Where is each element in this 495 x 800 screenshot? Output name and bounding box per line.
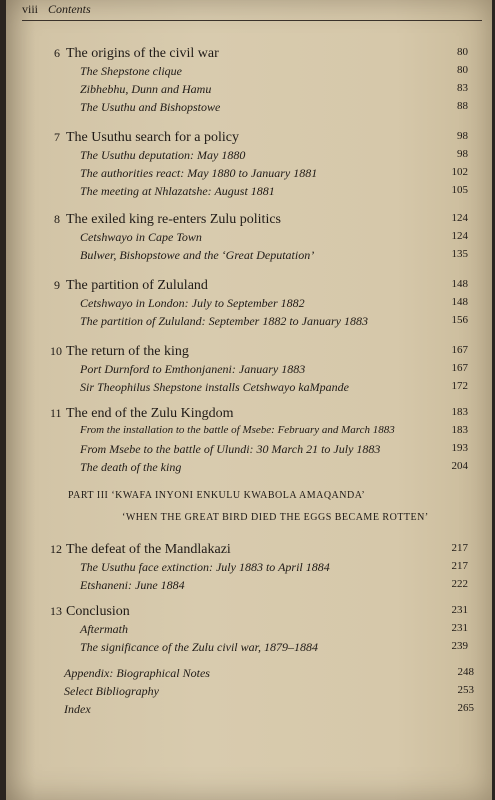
- section-title: Aftermath: [80, 622, 128, 636]
- part-translation: ‘WHEN THE GREAT BIRD DIED THE EGGS BECAME ROTTEN’: [122, 512, 429, 523]
- section-row: [66, 362, 468, 380]
- chapter-number: 7: [54, 130, 60, 144]
- page-number: 222: [451, 578, 468, 590]
- section-row: [66, 578, 468, 596]
- page-number: 217: [451, 560, 468, 572]
- page-number: 80: [457, 64, 468, 76]
- section-row: [66, 460, 468, 478]
- page-number: 98: [457, 130, 468, 142]
- chapter-title-row: [54, 46, 468, 64]
- chapter-title-row: [50, 604, 468, 622]
- section-title: The authorities react: May 1880 to January 1881: [80, 166, 318, 180]
- chapter-title-row: [50, 542, 468, 560]
- section-row: [66, 296, 468, 314]
- section-row: [66, 560, 468, 578]
- section-row: [66, 640, 468, 658]
- section-title: The Shepstone clique: [80, 64, 182, 78]
- page-number: 148: [451, 296, 468, 308]
- back-matter-row: [64, 684, 474, 702]
- book-page: [6, 0, 492, 800]
- chapter-9: [54, 278, 468, 332]
- section-title: The significance of the Zulu civil war, 1879–1884: [80, 640, 318, 654]
- chapter-title: The end of the Zulu Kingdom: [66, 406, 234, 421]
- section-title: Bulwer, Bishopstowe and the ‘Great Deputation’: [80, 248, 315, 262]
- page-number: 124: [451, 212, 468, 224]
- chapter-title: The origins of the civil war: [66, 46, 219, 61]
- page-number: 88: [457, 100, 468, 112]
- page-number: 135: [451, 248, 468, 260]
- page-number: 156: [451, 314, 468, 326]
- chapter-12: [50, 542, 468, 596]
- page-number: 124: [451, 230, 468, 242]
- chapter-title: The Usuthu search for a policy: [66, 130, 239, 145]
- part-label: PART III ‘KWAFA INYONI ENKULU KWABOLA AMAQANDA’: [68, 490, 366, 501]
- section-row: [66, 100, 468, 118]
- page-number: 265: [457, 702, 474, 714]
- back-matter: [64, 666, 474, 720]
- page-number: 231: [451, 622, 468, 634]
- running-head-title: Contents: [48, 2, 91, 16]
- page-number: 98: [457, 148, 468, 160]
- chapter-title-row: [54, 130, 468, 148]
- chapter-7: [54, 130, 468, 202]
- chapter-10: [50, 344, 468, 398]
- chapter-title: The partition of Zululand: [66, 278, 208, 293]
- section-title: The partition of Zululand: September 1882 to January 1883: [80, 314, 368, 328]
- back-matter-title: Appendix: Biographical Notes: [64, 666, 210, 680]
- section-title: Cetshwayo in Cape Town: [80, 230, 202, 244]
- chapter-title-row: [54, 212, 468, 230]
- running-head: [22, 4, 482, 21]
- page-number: 217: [451, 542, 468, 554]
- section-title: Etshaneni: June 1884: [80, 578, 185, 592]
- chapter-title-row: [54, 278, 468, 296]
- section-title: From the installation to the battle of Msebe: February and March 1883: [80, 424, 395, 436]
- page-number: 239: [451, 640, 468, 652]
- page-number: 105: [451, 184, 468, 196]
- back-matter-row: [64, 666, 474, 684]
- page-number: 204: [451, 460, 468, 472]
- section-title: The meeting at Nhlazatshe: August 1881: [80, 184, 275, 198]
- section-row: [66, 442, 468, 460]
- folio: viii: [22, 2, 39, 16]
- section-title: From Msebe to the battle of Ulundi: 30 March 21 to July 1883: [80, 442, 381, 456]
- section-title: The Usuthu deputation: May 1880: [80, 148, 246, 162]
- page-number: 183: [451, 424, 468, 436]
- section-title: The death of the king: [80, 460, 182, 474]
- section-row: [66, 166, 468, 184]
- page-number: 167: [451, 344, 468, 356]
- section-row: [66, 314, 468, 332]
- chapter-number: 6: [54, 46, 60, 60]
- chapter-title-row: [50, 344, 468, 362]
- section-title: Port Durnford to Emthonjaneni: January 1883: [80, 362, 306, 376]
- section-row: [66, 622, 468, 640]
- section-title: Zibhebhu, Dunn and Hamu: [80, 82, 212, 96]
- section-row: [66, 148, 468, 166]
- chapter-title: The defeat of the Mandlakazi: [66, 542, 231, 557]
- section-title: Sir Theophilus Shepstone installs Cetshwayo kaMpande: [80, 380, 349, 394]
- chapter-title: The return of the king: [66, 344, 189, 359]
- chapter-number: 10: [50, 344, 62, 358]
- section-title: Cetshwayo in London: July to September 1882: [80, 296, 305, 310]
- section-title: The Usuthu face extinction: July 1883 to April 1884: [80, 560, 330, 574]
- section-row: [66, 64, 468, 82]
- page-number: 167: [451, 362, 468, 374]
- chapter-number: 13: [50, 604, 62, 618]
- section-row: [66, 230, 468, 248]
- back-matter-row: [64, 702, 474, 720]
- section-row: [66, 380, 468, 398]
- page-number: 172: [451, 380, 468, 392]
- page-number: 83: [457, 82, 468, 94]
- section-row: [66, 424, 468, 442]
- page-number: 102: [451, 166, 468, 178]
- chapter-number: 8: [54, 212, 60, 226]
- section-row: [66, 184, 468, 202]
- back-matter-title: Index: [64, 702, 91, 716]
- chapter-13: [50, 604, 468, 658]
- chapter-title: Conclusion: [66, 604, 130, 619]
- chapter-title-row: [50, 406, 468, 424]
- page-number: 193: [451, 442, 468, 454]
- chapter-number: 9: [54, 278, 60, 292]
- page-number: 183: [451, 406, 468, 418]
- chapter-11: [50, 406, 468, 478]
- chapter-number: 12: [50, 542, 62, 556]
- section-row: [66, 82, 468, 100]
- chapter-8: [54, 212, 468, 266]
- section-title: The Usuthu and Bishopstowe: [80, 100, 221, 114]
- chapter-number: 11: [50, 406, 62, 420]
- page-number: 253: [457, 684, 474, 696]
- section-row: [66, 248, 468, 266]
- page-number: 231: [451, 604, 468, 616]
- back-matter-title: Select Bibliography: [64, 684, 159, 698]
- page-number: 80: [457, 46, 468, 58]
- page-number: 248: [457, 666, 474, 678]
- chapter-title: The exiled king re-enters Zulu politics: [66, 212, 281, 227]
- page-number: 148: [451, 278, 468, 290]
- chapter-6: [54, 46, 468, 118]
